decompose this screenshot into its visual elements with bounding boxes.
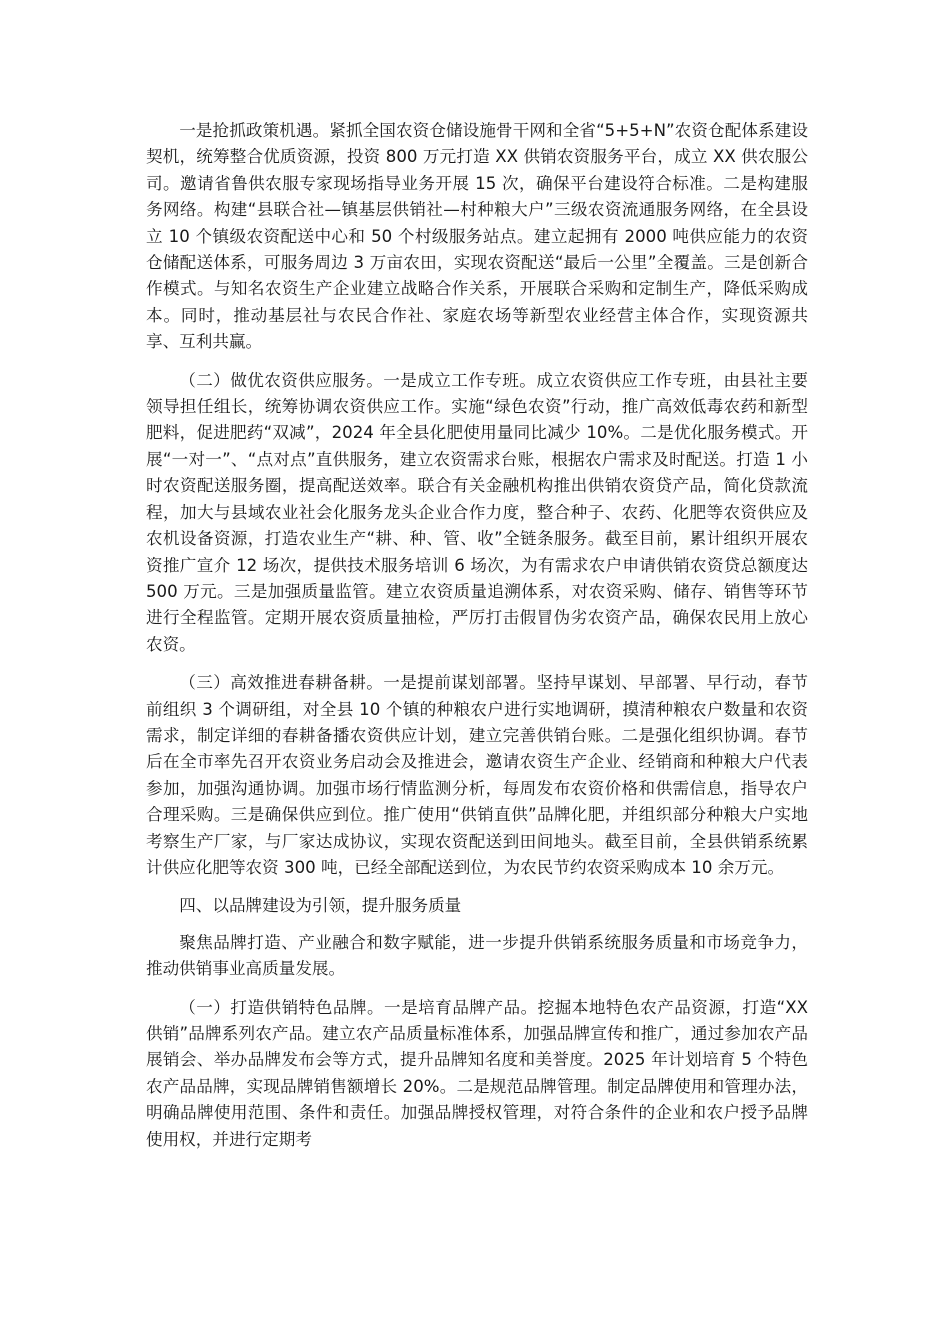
paragraph-section-intro: 聚焦品牌打造、产业融合和数字赋能，进一步提升供销系统服务质量和市场竞争力，推动供销事业高质量发展。 <box>146 932 808 979</box>
paragraph-spring-farming: （三）高效推进春耕备耕。一是提前谋划部署。坚持早谋划、早部署、早行动，春节前组织 3 个调研组，对全县 10 个镇的种粮农户进行实地调研，摸清种粮农户数量和农资需求，制定详细的春耕备播农资供应计划，建立完善供销台账。二是强化组织协调。春节后在全市率先召开农资业务启动会及推进会，邀请农资生产企业、经销商和种粮大户代表参加，加强沟通协调。加强市场行情监测分析，每周发布农资价格和供需信息，指导农户合理采购。三是确保供应到位。推广使用“供销直供”品牌化肥，并组织部分种粮大户实地考察生产厂家，与厂家达成协议，实现农资配送到田间地头。截至目前，全县供销系统累计供应化肥等农资 300 吨，已经全部配送到位，为农民节约农资采购成本 10 余万元。 <box>146 673 808 877</box>
paragraph-policy-opportunity: 一是抢抓政策机遇。紧抓全国农资仓储设施骨干网和全省“5+5+N”农资仓配体系建设契机，统筹整合优质资源，投资 800 万元打造 XX 供销农资服务平台，成立 XX 供农服公司。邀请省鲁供农服专家现场指导业务开展 15 次，确保平台建设符合标准。二是构建服务网络。构建“县联合社—镇基层供销社—村种粮大户”三级农资流通服务网络，在全县设立 10 个镇级农资配送中心和 50 个村级服务站点。建立起拥有 2000 吨供应能力的农资仓储配送体系，可服务周边 3 万亩农田，实现农资配送“最后一公里”全覆盖。三是创新合作模式。与知名农资生产企业建立战略合作关系，开展联合采购和定制生产，降低采购成本。同时，推动基层社与农民合作社、家庭农场等新型农业经营主体合作，实现资源共享、互利共赢。 <box>146 121 808 352</box>
section-heading: 四、以品牌建设为引领，提升服务质量 <box>179 896 462 916</box>
paragraph-supply-service: （二）做优农资供应服务。一是成立工作专班。成立农资供应工作专班，由县社主要领导担任组长，统筹协调农资供应工作。实施“绿色农资”行动，推广高效低毒农药和新型肥料，促进肥药“双减”，2024 年全县化肥使用量同比减少 10%。二是优化服务模式。开展“一对一”、“点对点”直供服务，建立农资需求台账，根据农户需求及时配送。打造 1 小时农资配送服务圈，提高配送效率。联合有关金融机构推出供销农资贷产品，简化贷款流程，加大与县域农业社会化服务龙头企业合作力度，整合种子、农药、化肥等农资供应及农机设备资源，打造农业生产“耕、种、管、收”全链条服务。截至目前，累计组织开展农资推广宣介 12 场次，提供技术服务培训 6 场次，为有需求农户申请供销农资贷总额度达 500 万元。三是加强质量监管。建立农资质量追溯体系，对农资采购、储存、销售等环节进行全程监管。定期开展农资质量抽检，严厉打击假冒伪劣农资产品，确保农民用上放心农资。 <box>146 370 808 654</box>
document-page <box>146 118 808 1165</box>
paragraph-brand-building: （一）打造供销特色品牌。一是培育品牌产品。挖掘本地特色农产品资源，打造“XX 供销”品牌系列农产品。建立农产品质量标准体系，加强品牌宣传和推广，通过参加农产品展销会、举办品牌发布会等方式，提升品牌知名度和美誉度。2025 年计划培育 5 个特色农产品品牌，实现品牌销售额增长 20%。二是规范品牌管理。制定品牌使用和管理办法，明确品牌使用范围、条件和责任。加强品牌授权管理，对符合条件的企业和农户授予品牌使用权，并进行定期考 <box>146 997 808 1149</box>
